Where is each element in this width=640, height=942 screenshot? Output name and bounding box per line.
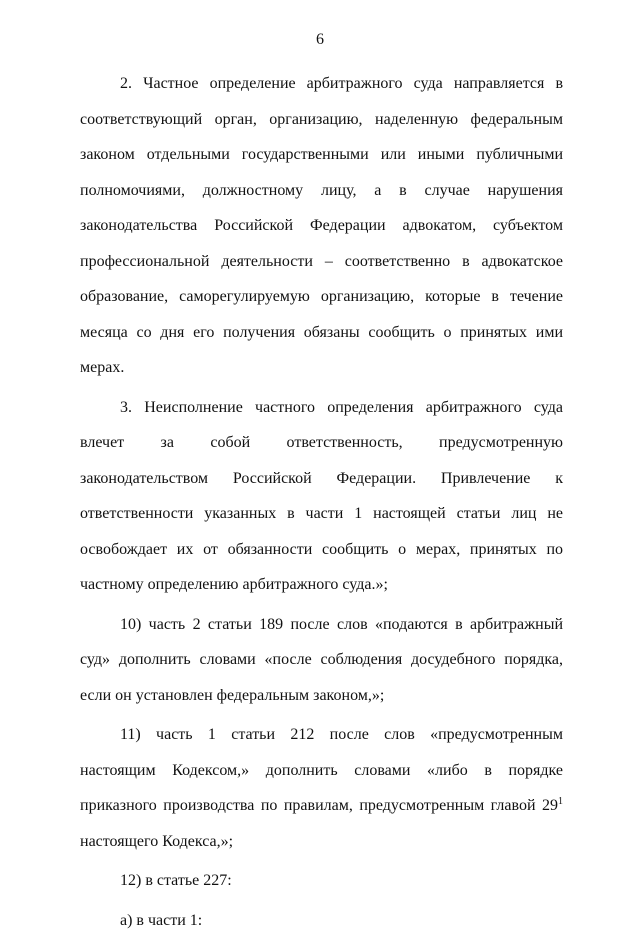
paragraph-10: 10) часть 2 статьи 189 после слов «подаются в арбитражный суд» дополнить словами «после соблюдения досудебного порядка, если он установлен федеральным законом,»; xyxy=(80,615,563,704)
chapter-superscript: 1 xyxy=(558,796,563,807)
paragraph-2: 2. Частное определение арбитражного суда направляется в соответствующий орган, организацию, наделенную федеральным законом отдельными государственными или иными публичными полномочиями, должностному лицу, а в случае нарушения законодательства Российской Федерации адвокатом, субъектом профессиональной деятельности – соответственно в адвокатское образование, саморегулируемую организацию, которые в течение месяца со дня его получения обязаны сообщить о принятых ими мерах. xyxy=(80,75,563,376)
paragraph-11-text-after: настоящего Кодекса,»; xyxy=(80,832,234,850)
paragraph-11-text-before: 11) часть 1 статьи 212 после слов «предусмотренным настоящим Кодексом,» дополнить словами «либо в порядке приказного производства по правилам, предусмотренным главой 29 xyxy=(80,726,563,814)
paragraph-3: 3. Неисполнение частного определения арбитражного суда влечет за собой ответственность, предусмотренную законодательством Российской Федерации. Привлечение к ответственности указанных в части 1 настоящей статьи лиц не освобождает их от обязанности сообщить о мерах, принятых по частному определению арбитражного суда.»; xyxy=(80,398,563,593)
document-body xyxy=(80,66,563,942)
page-number: 6 xyxy=(316,31,324,48)
paragraph-11 xyxy=(80,717,563,859)
paragraph-12: 12) в статье 227: xyxy=(120,872,232,889)
paragraph-12a: а) в части 1: xyxy=(120,911,203,929)
